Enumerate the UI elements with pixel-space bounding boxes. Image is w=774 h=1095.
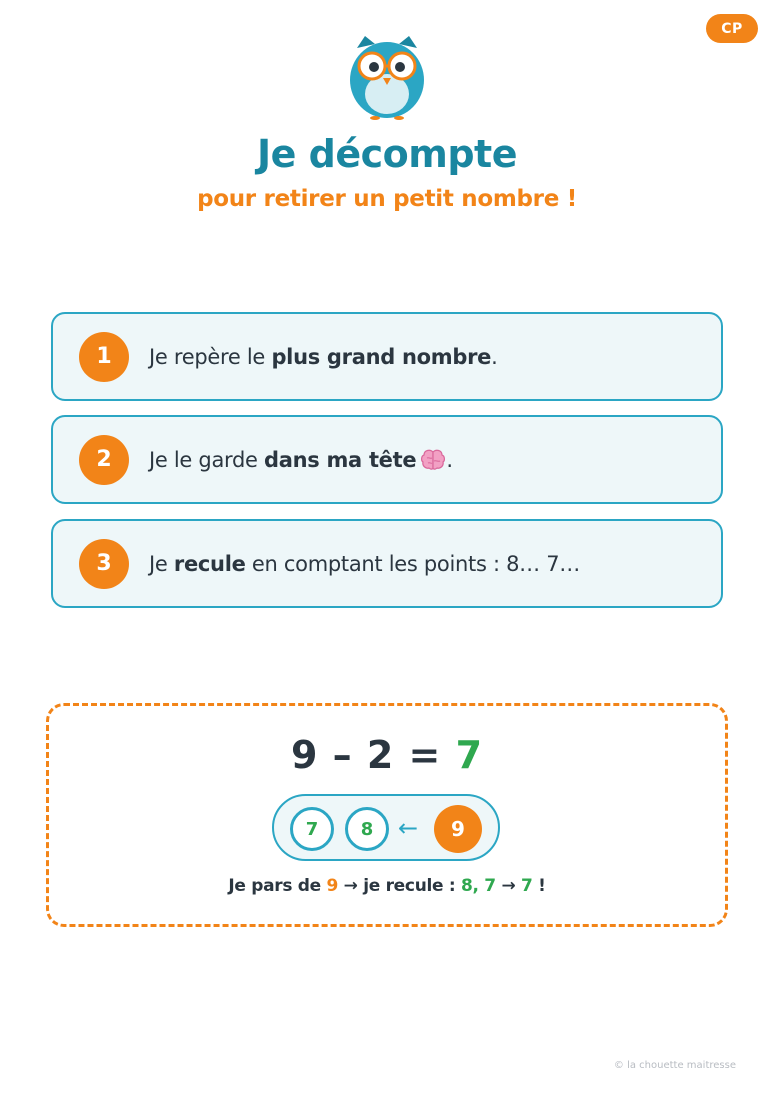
example-explanation: Je pars de 9 → je recule : 8, 7 → 7 !: [228, 876, 546, 896]
track-circle-9: 9: [434, 805, 482, 853]
step-text: Je recule en comptant les points : 8… 7…: [149, 551, 581, 576]
track-circle-8: 8: [345, 807, 389, 851]
arrow-left-icon: ←: [398, 814, 419, 842]
copyright-text: © la chouette maitresse: [613, 1060, 736, 1071]
page-subtitle: pour retirer un petit nombre !: [197, 186, 577, 212]
step-number: 3: [79, 539, 129, 589]
step-card-3: [51, 519, 723, 608]
page-title: Je décompte: [257, 132, 517, 176]
track-circle-7: 7: [290, 807, 334, 851]
brain-icon: [420, 449, 446, 471]
step-card-1: [51, 312, 723, 401]
step-card-2: [51, 415, 723, 504]
step-text: Je le garde dans ma tête .: [149, 447, 453, 472]
example-equation: 9 – 2 = 7: [290, 733, 484, 777]
step-number: 2: [79, 435, 129, 485]
owl-icon: [345, 34, 429, 120]
step-number: 1: [79, 332, 129, 382]
level-badge: CP: [706, 14, 758, 43]
step-text: Je repère le plus grand nombre.: [149, 344, 498, 369]
